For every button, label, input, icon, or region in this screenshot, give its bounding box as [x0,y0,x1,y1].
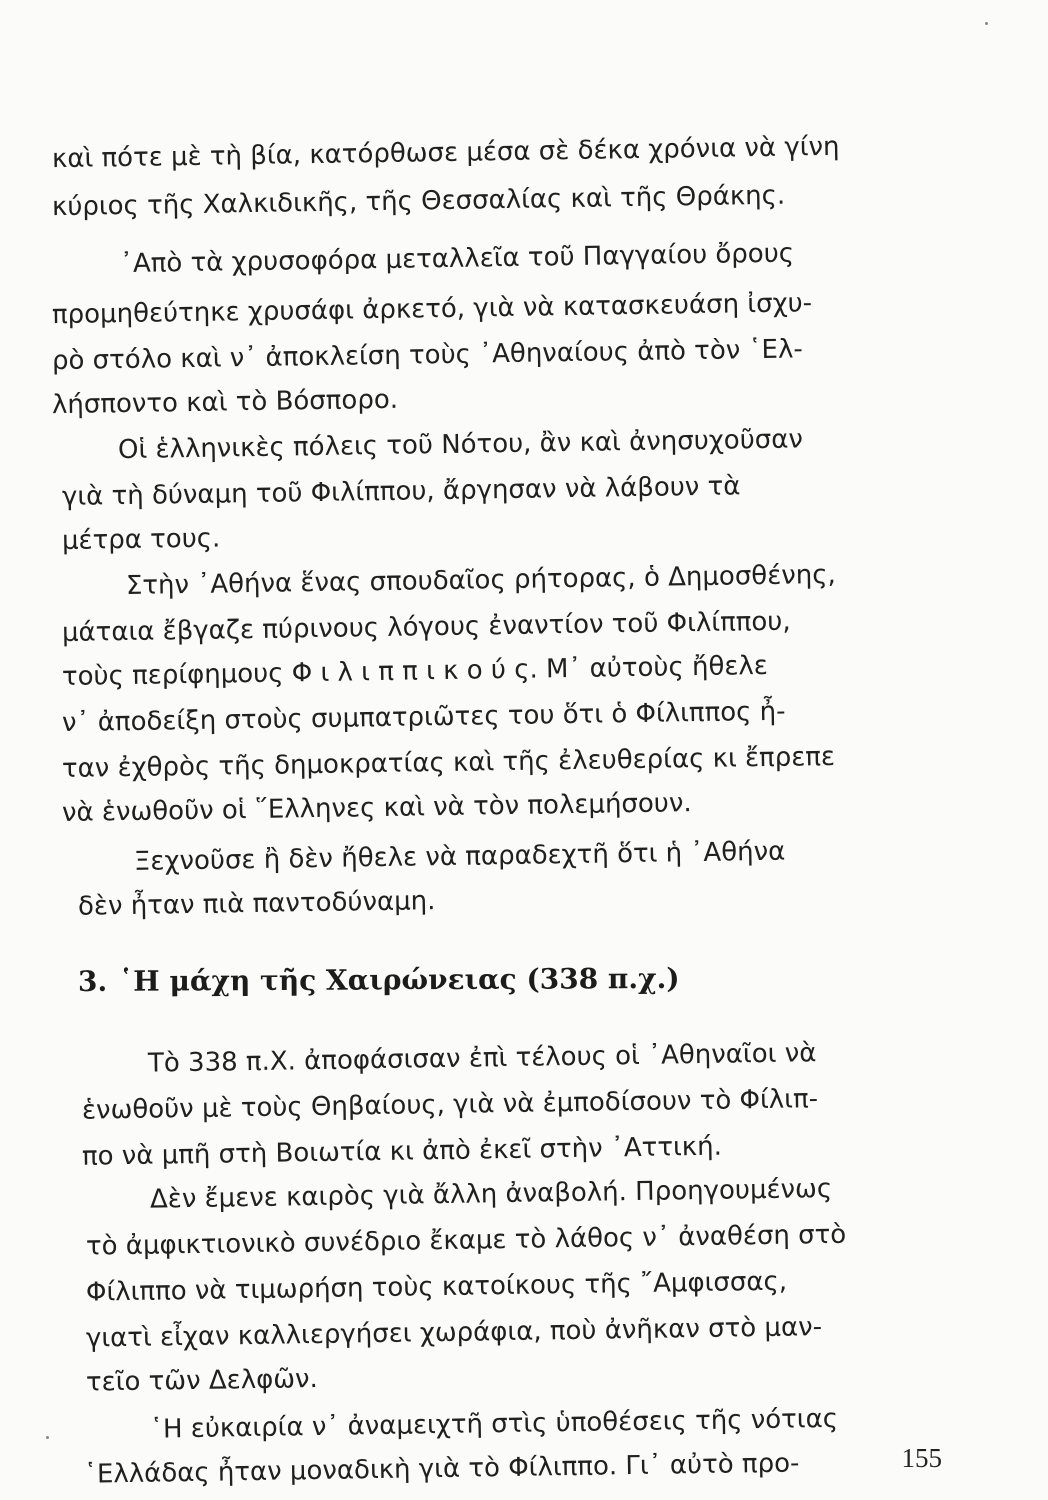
line-text: τεῖο τῶν Δελφῶν. [85,1364,319,1398]
line-text: Δὲν ἔμενε καιρὸς γιὰ ἄλλη ἀναβολή. Προηγουμένως [149,1173,833,1215]
line-text: μάταια ἔβγαζε πύρινους λόγους ἐναντίον τοῦ Φιλίππου, [61,606,791,649]
line-text: ῾Η εὐκαιρία ν᾿ ἀναμειχτῆ στὶς ὑποθέσεις τῆς νότιας [149,1403,839,1445]
section-number: 3. [77,964,108,998]
page-number: 155 [901,1443,942,1473]
line-text: ν᾿ ἀποδείξη στοὺς συμπατριῶτες του ὅτι ὁ Φίλιππος ἦ- [61,696,786,739]
section-heading [78,957,692,1004]
line-text: δὲν ἦταν πιὰ παντοδύναμη. [77,886,436,922]
line-text: νὰ ἑνωθοῦν οἱ ῞Ελληνες καὶ νὰ τὸν πολεμήσουν. [61,788,692,829]
line-text: ρὸ στόλο καὶ ν᾿ ἀποκλείση τοὺς ᾿Αθηναίους ἀπὸ τὸν ῾Ελ- [51,334,803,377]
line-text: λήσποντο καὶ τὸ Βόσπορο. [51,384,399,421]
line-text: τοὺς περίφημους Φ ι λ ι π π ι κ ο ύ ς. Μ᾿ αὐτοὺς ἤθελε [61,650,769,693]
line-text: γιὰ τὴ δύναμη τοῦ Φιλίππου, ἄργησαν νὰ λάβουν τὰ [61,471,741,513]
line-text: τὸ ἀμφικτιονικὸ συνέδριο ἔκαμε τὸ λάθος ν᾿ ἀναθέση στὸ [85,1219,847,1262]
section-title: ῾Η μάχη τῆς Χαιρώνειας (338 π.χ.) [119,961,680,998]
line-text: Φίλιππο νὰ τιμωρήση τοὺς κατοίκους τῆς ῎Αμφισσας, [85,1266,788,1308]
line-text: προμηθεύτηκε χρυσάφι ἀρκετό, γιὰ νὰ κατασκευάση ἰσχυ- [51,288,813,331]
line-text: μέτρα τους. [61,523,221,557]
line-text: κύριος τῆς Χαλκιδικῆς, τῆς Θεσσαλίας καὶ τῆς Θράκης. [51,180,786,223]
line-text: καὶ πότε μὲ τὴ βία, κατόρθωσε μέσα σὲ δέκα χρόνια νὰ γίνη [51,131,840,175]
line-text: πο νὰ μπῆ στὴ Βοιωτία κι ἀπὸ ἐκεῖ στὴν ᾿Αττική. [81,1131,723,1172]
line-text: Οἱ ἑλληνικὲς πόλεις τοῦ Νότου, ἂν καὶ ἀνησυχοῦσαν [117,424,804,466]
line-text: ᾿Απὸ τὰ χρυσοφόρα μεταλλεῖα τοῦ Παγγαίου ὄρους [119,238,795,280]
scan-speck [985,22,988,25]
line-text: Ξεχνοῦσε ἢ δὲν ἤθελε νὰ παραδεχτῆ ὅτι ἡ ᾿Αθήνα [133,836,786,877]
line-text: ῾Ελλάδας ἦταν μοναδικὴ γιὰ τὸ Φίλιππο. Γι᾿ αὐτὸ προ- [83,1448,800,1490]
scan-speck [46,1436,49,1439]
line-text: ἑνωθοῦν μὲ τοὺς Θηβαίους, γιὰ νὰ ἐμποδίσουν τὸ Φίλιπ- [81,1084,819,1126]
line-text: ταν ἐχθρὸς τῆς δημοκρατίας καὶ τῆς ἐλευθερίας κι ἔπρεπε [61,741,836,785]
text-line [0,228,1048,288]
line-text: Τὸ 338 π.Χ. ἀποφάσισαν ἐπὶ τέλους οἱ ᾿Αθηναῖοι νὰ [147,1038,817,1079]
line-text: Στὴν ᾿Αθήνα ἕνας σπουδαῖος ρήτορας, ὁ Δημοσθένης, [125,559,837,602]
line-text: γιατὶ εἶχαν καλλιεργήσει χωράφια, ποὺ ἀνῆκαν στὸ μαν- [85,1312,823,1354]
